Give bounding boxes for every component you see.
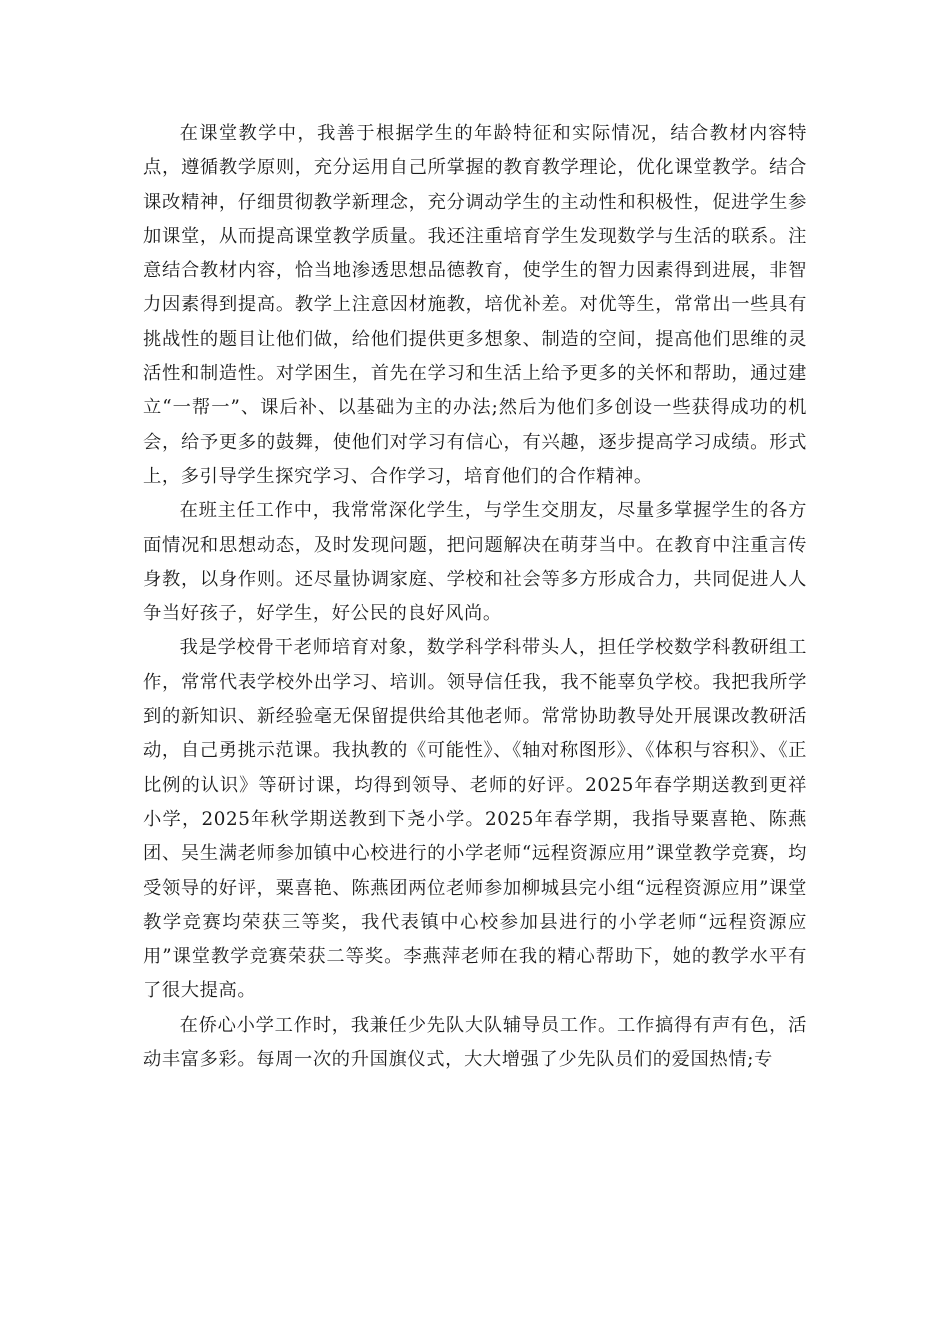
paragraph-classroom-teaching: 在课堂教学中，我善于根据学生的年龄特征和实际情况，结合教材内容特点，遵循教学原则，充分运用自己所掌握的教育教学理论，优化课堂教学。结合课改精神，仔细贯彻教学新理念，充分调动学生的主动性和积极性，促进学生参加课堂，从而提高课堂教学质量。我还注重培育学生发现数学与生活的联系。注意结合教材内容，恰当地渗透思想品德教育，使学生的智力因素得到进展，非智力因素得到提高。教学上注意因材施教，培优补差。对优等生，常常出一些具有挑战性的题目让他们做，给他们提供更多想象、制造的空间，提高他们思维的灵活性和制造性。对学困生，首先在学习和生活上给予更多的关怀和帮助，通过建立“一帮一”、课后补、以基础为主的办法;然后为他们多创设一些获得成功的机会，给予更多的鼓舞，使他们对学习有信心，有兴趣，逐步提高学习成绩。形式上，多引导学生探究学习、合作学习，培育他们的合作精神。 [143,123,807,487]
paragraph-head-teacher-work: 在班主任工作中，我常常深化学生，与学生交朋友，尽量多掌握学生的各方面情况和思想动态，及时发现问题，把问题解决在萌芽当中。在教育中注重言传身教，以身作则。还尽量协调家庭、学校和社会等多方形成合力，共同促进人人争当好孩子，好学生，好公民的良好风尚。 [143,500,807,625]
paragraph-young-pioneers: 在侨心小学工作时，我兼任少先队大队辅导员工作。工作搞得有声有色，活动丰富多彩。每周一次的升国旗仪式，大大增强了少先队员们的爱国热情;专 [143,1014,807,1071]
document-body [143,117,807,1077]
paragraph-backbone-teacher: 我是学校骨干老师培育对象，数学科学科带头人，担任学校数学科教研组工作，常常代表学校外出学习、培训。领导信任我，我不能辜负学校。我把我所学到的新知识、新经验毫无保留提供给其他老师。常常协助教导处开展课改教研活动，自己勇挑示范课。我执教的《可能性》、《轴对称图形》、《体积与容积》、《正比例的认识》等研讨课，均得到领导、老师的好评。2025年春学期送教到更祥小学，2025年秋学期送教到下尧小学。2025年春学期，我指导粟喜艳、陈燕团、吴生满老师参加镇中心校进行的小学老师“远程资源应用”课堂教学竞赛，均受领导的好评，粟喜艳、陈燕团两位老师参加柳城县完小组“远程资源应用”课堂教学竞赛均荣获三等奖，我代表镇中心校参加县进行的小学老师“远程资源应用”课堂教学竞赛荣获二等奖。李燕萍老师在我的精心帮助下，她的教学水平有了很大提高。 [143,637,807,1002]
